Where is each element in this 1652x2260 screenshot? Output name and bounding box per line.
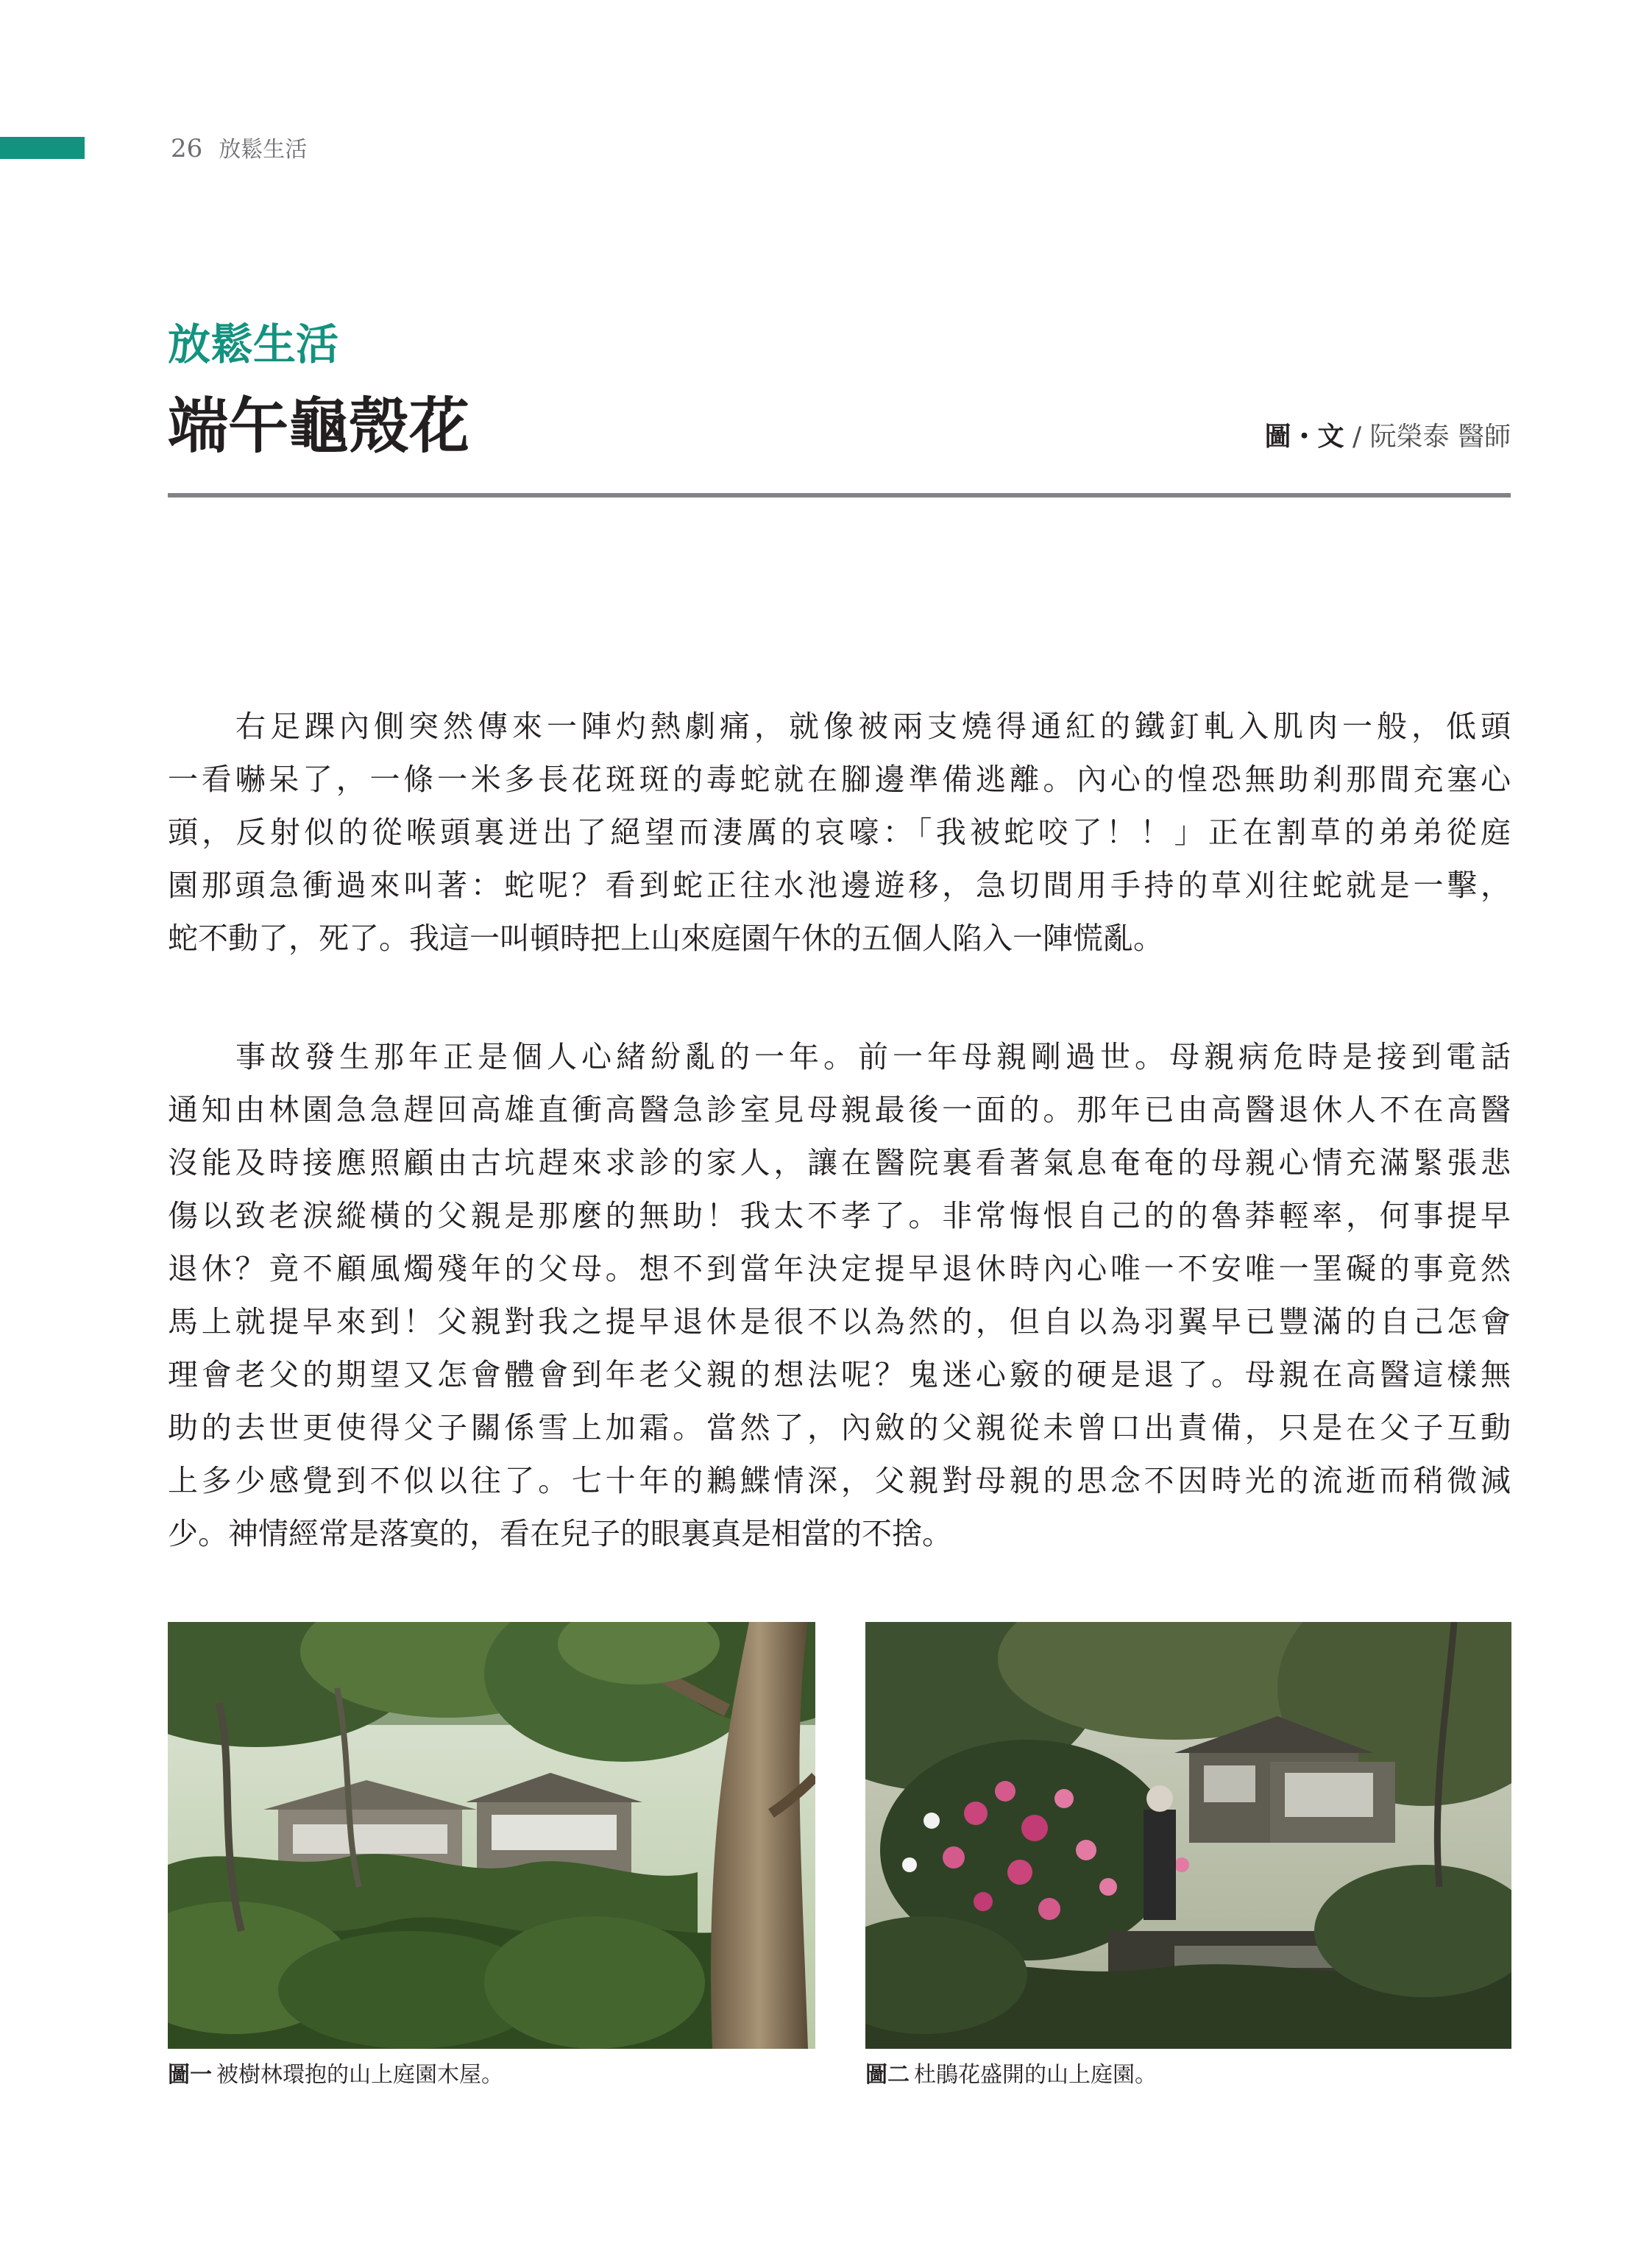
paragraph-1: [168, 700, 1511, 965]
azalea-garden-image: [865, 1622, 1511, 2049]
figure-1-caption: [168, 2061, 503, 2090]
article-title: 端午龜殼花: [168, 392, 470, 461]
paragraph-line: 蛇不動了，死了。我這一叫頓時把上山來庭園午休的五個人陷入一陣慌亂。: [168, 921, 1163, 956]
running-header-section: 放鬆生活: [219, 137, 308, 163]
figure-2-caption: [865, 2061, 1157, 2090]
figure-2-label: 圖二: [865, 2062, 910, 2088]
forest-house-image: [168, 1622, 815, 2049]
page-number: 26: [171, 134, 203, 163]
figure-2-photo: [865, 1622, 1511, 2049]
header-accent-bar: [0, 137, 85, 159]
paragraph-line: 右足踝內側突然傳來一陣灼熱劇痛，就像被兩支燒得通紅的鐵釘軋入肌肉一般，低頭: [235, 709, 1511, 744]
byline-author: / 阮榮泰 醫師: [1352, 422, 1511, 452]
paragraph-line: 通知由林園急急趕回高雄直衝高醫急診室見母親最後一面的。那年已由高醫退休人不在高醫: [168, 1092, 1511, 1127]
paragraph-line: 沒能及時接應照顧由古坑趕來求診的家人，讓在醫院裏看著氣息奄奄的母親心情充滿緊張悲: [168, 1145, 1511, 1180]
paragraph-line: 一看嚇呆了，一條一米多長花斑斑的毒蛇就在腳邊準備逃離。內心的惶恐無助剎那間充塞心: [168, 762, 1511, 797]
paragraph-line: 助的去世更使得父子關係雪上加霜。當然了，內斂的父親從未曾口出責備，只是在父子互動: [168, 1410, 1511, 1445]
paragraph-line: 頭，反射似的從喉頭裏迸出了絕望而淒厲的哀嚎：「我被蛇咬了！！」正在割草的弟弟從庭: [168, 815, 1511, 850]
paragraph-line: 馬上就提早來到！父親對我之提早退休是很不以為然的，但自以為羽翼早已豐滿的自己怎會: [168, 1304, 1511, 1339]
paragraph-line: 園那頭急衝過來叫著：蛇呢？看到蛇正往水池邊遊移，急切間用手持的草刈往蛇就是一擊，: [168, 868, 1511, 903]
figure-2-caption-text: 杜鵑花盛開的山上庭園。: [914, 2062, 1157, 2088]
figure-1-label: 圖一: [168, 2062, 212, 2088]
byline-label: 圖・文: [1264, 422, 1344, 452]
paragraph-line: 上多少感覺到不似以往了。七十年的鶼鰈情深，父親對母親的思念不因時光的流逝而稍微減: [168, 1463, 1511, 1498]
paragraph-line: 理會老父的期望又怎會體會到年老父親的想法呢？鬼迷心竅的硬是退了。母親在高醫這樣無: [168, 1357, 1511, 1392]
paragraph-2: [168, 1030, 1511, 1560]
article-kicker: 放鬆生活: [168, 319, 339, 369]
paragraph-line: 事故發生那年正是個人心緒紛亂的一年。前一年母親剛過世。母親病危時是接到電話: [235, 1039, 1511, 1074]
figure-1-caption-text: 被樹林環抱的山上庭園木屋。: [216, 2062, 503, 2088]
paragraph-line: 退休？竟不顧風燭殘年的父母。想不到當年決定提早退休時內心唯一不安唯一罣礙的事竟然: [168, 1251, 1511, 1286]
paragraph-line: 少。神情經常是落寞的，看在兒子的眼裏真是相當的不捨。: [168, 1516, 952, 1551]
running-header: [171, 134, 307, 165]
paragraph-line: 傷以致老淚縱橫的父親是那麼的無助！我太不孝了。非常悔恨自己的的魯莽輕率，何事提早: [168, 1198, 1511, 1233]
article-byline: [1265, 419, 1511, 455]
figure-1-photo: [168, 1622, 815, 2049]
title-divider: [168, 493, 1511, 497]
